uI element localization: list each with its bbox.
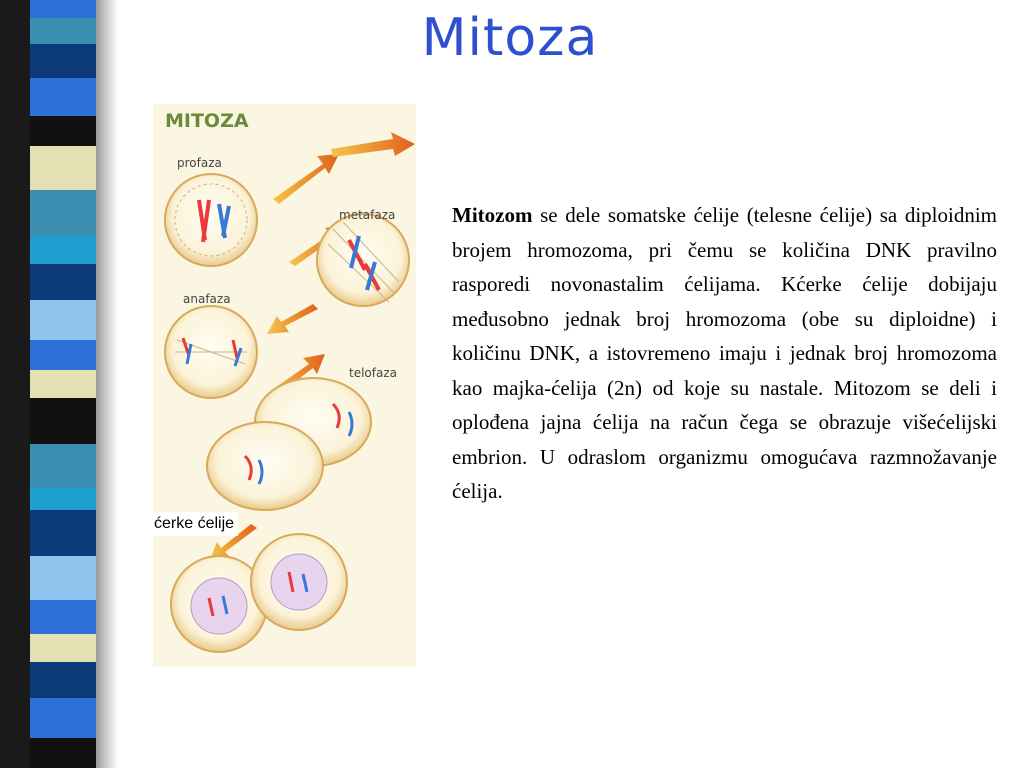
- phase-label-anafaza: anafaza: [183, 292, 231, 306]
- phase-label-profaza: profaza: [177, 156, 222, 170]
- stripe-block: [30, 190, 96, 236]
- stripe-block: [30, 116, 96, 146]
- cell-telofaza: [207, 378, 371, 510]
- cell-anafaza: [165, 306, 257, 398]
- figure-heading: MITOZA: [165, 110, 249, 132]
- cell-metafaza: [317, 214, 409, 306]
- stripe-block: [30, 0, 96, 18]
- stripe-block: [30, 738, 96, 768]
- phase-label-telofaza: telofaza: [349, 366, 397, 380]
- body-text: se dele somatske ćelije (telesne ćelije) sa diploidnim brojem hromozoma, pri čemu se količina DNK pravilno rasporedi novonastalim ćelijama. Kćerke ćelije dobijaju međusobno jednak broj hromozoma (obe su diploidne) i količinu DNK, a istovremeno imaju i jednak broj hromozoma kao majka-ćelija (2n) od koje su nastale. Mitozom se deli i oplođena jajna ćelija na račun čega se obrazuje višećelijski embrion. U odraslom organizmu omogućava razmnožavanje ćelija.: [452, 203, 997, 503]
- arrow-icon: [267, 304, 318, 334]
- stripe-block: [30, 44, 96, 78]
- mitosis-diagram: [153, 104, 416, 667]
- stripe-block: [30, 662, 96, 698]
- cell-profaza: [165, 174, 257, 266]
- stripe-block: [30, 510, 96, 556]
- decorative-stripe: [0, 0, 118, 768]
- daughter-cells-label: ćerke ćelije: [150, 512, 238, 536]
- phase-label-metafaza: metafaza: [339, 208, 396, 222]
- arrow-icon: [273, 154, 339, 204]
- body-paragraph: [452, 198, 997, 509]
- stripe-block: [30, 634, 96, 662]
- daughter-cells: [171, 534, 347, 652]
- stripe-block: [30, 488, 96, 510]
- mitosis-illustration: [153, 104, 416, 667]
- slide-title: Mitoza: [421, 8, 599, 68]
- stripe-shadow: [96, 0, 118, 768]
- stripe-block: [30, 236, 96, 264]
- stripe-block: [30, 340, 96, 370]
- stripe-block: [30, 78, 96, 116]
- body-lead-term: Mitozom: [452, 203, 533, 227]
- stripe-block: [30, 698, 96, 738]
- stripe-block: [30, 300, 96, 340]
- stripe-block: [30, 264, 96, 300]
- stripe-block: [30, 600, 96, 634]
- stripe-block: [30, 556, 96, 600]
- stripe-block: [30, 370, 96, 398]
- stripe-block: [30, 398, 96, 444]
- stripe-block: [30, 146, 96, 190]
- stripe-block: [30, 18, 96, 44]
- stripe-block: [30, 444, 96, 488]
- arrow-icon: [331, 132, 415, 157]
- stripe-dark-band: [0, 0, 30, 768]
